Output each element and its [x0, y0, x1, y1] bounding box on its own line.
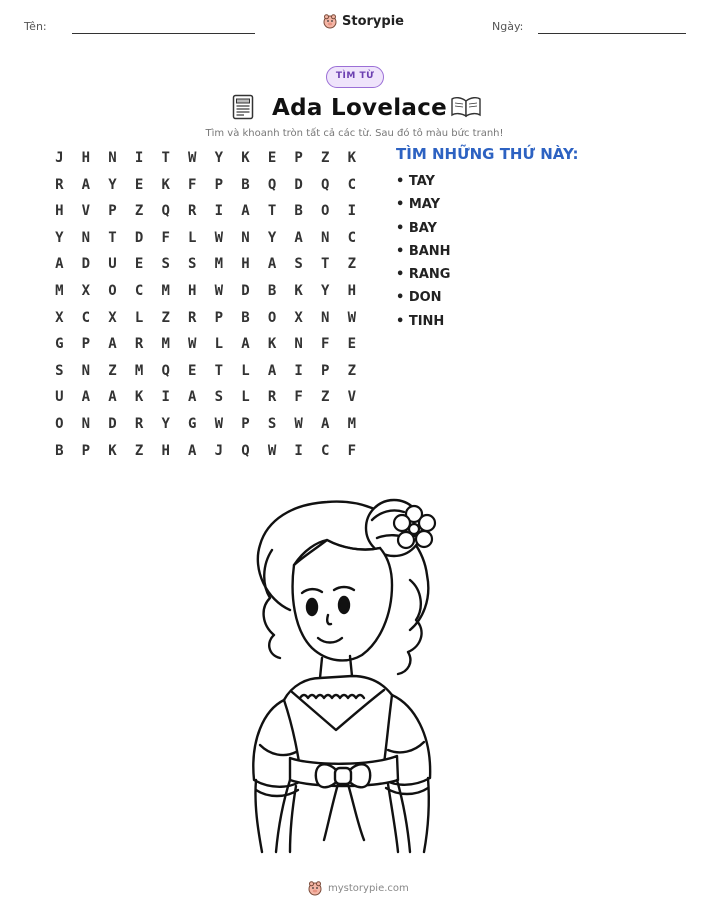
grid-cell[interactable]: M [347, 415, 357, 432]
grid-cell[interactable]: Q [241, 442, 250, 459]
grid-cell[interactable]: O [267, 309, 277, 326]
open-book-icon [450, 96, 482, 118]
grid-cell[interactable]: P [81, 442, 91, 459]
grid-cell[interactable]: P [241, 415, 250, 432]
grid-cell[interactable]: P [321, 362, 330, 379]
grid-cell[interactable]: L [188, 229, 197, 246]
grid-cell[interactable]: T [321, 256, 330, 273]
grid-cell[interactable]: N [321, 309, 330, 326]
grid-cell[interactable]: T [214, 362, 224, 379]
grid-cell[interactable]: Z [347, 362, 357, 379]
word-list [396, 170, 451, 333]
grid-cell[interactable]: C [347, 229, 357, 246]
grid-cell[interactable]: A [188, 389, 197, 406]
grid-cell[interactable]: L [241, 362, 250, 379]
grid-cell[interactable]: S [267, 415, 277, 432]
grid-cell[interactable]: Z [161, 309, 170, 326]
grid-cell[interactable]: M [161, 282, 170, 299]
grid-cell[interactable]: W [214, 282, 224, 299]
grid-cell[interactable]: Q [321, 176, 330, 193]
grid-cell[interactable]: B [241, 176, 250, 193]
grid-cell[interactable]: Y [321, 282, 330, 299]
grid-cell[interactable]: Y [55, 229, 64, 246]
grid-cell[interactable]: U [55, 389, 64, 406]
grid-cell[interactable]: A [321, 415, 330, 432]
grid-cell[interactable]: R [267, 389, 277, 406]
grid-cell[interactable]: Q [161, 203, 170, 220]
grid-cell[interactable]: S [188, 256, 197, 273]
grid-cell[interactable]: T [161, 150, 170, 166]
grid-cell[interactable]: V [347, 389, 357, 406]
page-title: Ada Lovelace [272, 95, 448, 121]
grid-cell[interactable]: K [161, 176, 170, 193]
grid-cell[interactable]: D [134, 229, 144, 246]
grid-row [46, 145, 365, 172]
grid-cell[interactable]: A [108, 336, 117, 353]
grid-cell[interactable]: R [134, 415, 144, 432]
document-icon [232, 94, 254, 120]
grid-cell[interactable]: C [134, 282, 144, 299]
grid-row [46, 225, 365, 252]
grid-cell[interactable]: A [81, 389, 91, 406]
grid-cell[interactable]: E [188, 362, 197, 379]
grid-cell[interactable]: R [188, 309, 197, 326]
grid-cell[interactable]: X [108, 309, 117, 326]
grid-cell[interactable]: W [214, 229, 224, 246]
grid-cell[interactable]: A [241, 203, 250, 220]
grid-cell[interactable]: L [134, 309, 144, 326]
footer-url[interactable]: mystorypie.com [328, 882, 409, 894]
grid-cell[interactable]: N [81, 362, 91, 379]
grid-cell[interactable]: R [134, 336, 144, 353]
grid-cell[interactable]: P [214, 309, 224, 326]
grid-cell[interactable]: X [55, 309, 64, 326]
grid-cell[interactable]: S [55, 362, 64, 379]
title-row [0, 92, 709, 124]
grid-cell[interactable]: M [161, 336, 170, 353]
grid-cell[interactable]: Q [161, 362, 170, 379]
grid-cell[interactable]: S [161, 256, 170, 273]
grid-cell[interactable]: U [108, 256, 117, 273]
grid-cell[interactable]: S [214, 389, 224, 406]
grid-cell[interactable]: I [161, 389, 170, 406]
grid-cell[interactable]: T [267, 203, 277, 220]
girl-coloring-illustration[interactable] [232, 490, 472, 855]
grid-row [46, 411, 365, 438]
grid-row [46, 305, 365, 332]
word-item: • BAY [396, 220, 437, 236]
grid-cell[interactable]: O [108, 282, 117, 299]
grid-cell[interactable]: Z [134, 442, 144, 459]
grid-cell[interactable]: H [55, 203, 64, 220]
grid-cell[interactable]: A [81, 176, 91, 193]
grid-cell[interactable]: Z [321, 150, 330, 166]
grid-cell[interactable]: A [294, 229, 303, 246]
grid-cell[interactable]: W [188, 336, 197, 353]
grid-cell[interactable]: D [81, 256, 91, 273]
grid-cell[interactable]: V [81, 203, 91, 220]
grid-cell[interactable]: A [55, 256, 64, 273]
name-label: Tên: [24, 20, 47, 33]
grid-cell[interactable]: D [294, 176, 303, 193]
grid-cell[interactable]: W [214, 415, 224, 432]
grid-cell[interactable]: N [81, 415, 91, 432]
grid-cell[interactable]: N [241, 229, 250, 246]
grid-cell[interactable]: W [188, 150, 197, 166]
grid-cell[interactable]: H [347, 282, 357, 299]
brand-logo [322, 13, 404, 29]
word-item: • BANH [396, 243, 451, 259]
grid-cell[interactable]: B [241, 309, 250, 326]
grid-cell[interactable]: M [55, 282, 64, 299]
grid-row [46, 331, 365, 358]
grid-cell[interactable]: A [267, 362, 277, 379]
word-item: • TINH [396, 313, 445, 329]
grid-row [46, 358, 365, 385]
grid-cell[interactable]: T [108, 229, 117, 246]
grid-cell[interactable]: L [214, 336, 224, 353]
grid-cell[interactable]: K [108, 442, 117, 459]
grid-cell[interactable]: E [347, 336, 357, 353]
grid-cell[interactable]: N [81, 229, 91, 246]
grid-cell[interactable]: E [134, 256, 144, 273]
grid-row [46, 278, 365, 305]
grid-cell[interactable]: M [214, 256, 224, 273]
grid-cell[interactable]: F [294, 389, 303, 406]
grid-cell[interactable]: I [134, 150, 144, 166]
grid-cell[interactable]: A [267, 256, 277, 273]
grid-cell[interactable]: J [214, 442, 224, 459]
grid-cell[interactable]: G [188, 415, 197, 432]
grid-cell[interactable]: I [294, 362, 303, 379]
grid-cell[interactable]: P [294, 150, 303, 166]
activity-badge: TÌM TỪ [326, 66, 384, 88]
grid-cell[interactable]: B [55, 442, 64, 459]
grid-cell[interactable]: R [55, 176, 64, 193]
grid-cell[interactable]: K [267, 336, 277, 353]
grid-cell[interactable]: Y [161, 415, 170, 432]
grid-cell[interactable]: P [214, 176, 224, 193]
instructions: Tìm và khoanh tròn tất cả các từ. Sau đó tô màu bức tranh! [205, 128, 504, 139]
grid-cell[interactable]: N [321, 229, 330, 246]
grid-cell[interactable]: K [294, 282, 303, 299]
grid-cell[interactable]: W [347, 309, 357, 326]
date-line[interactable] [538, 33, 686, 34]
grid-cell[interactable]: K [134, 389, 144, 406]
grid-cell[interactable]: Z [347, 256, 357, 273]
grid-row [46, 172, 365, 199]
name-line[interactable] [72, 33, 255, 34]
grid-cell[interactable]: C [321, 442, 330, 459]
grid-row [46, 384, 365, 411]
grid-cell[interactable]: P [81, 336, 91, 353]
grid-cell[interactable]: E [267, 150, 277, 166]
brand-name: Storypie [342, 13, 404, 29]
word-item: • DON [396, 290, 442, 306]
grid-cell[interactable]: O [55, 415, 64, 432]
grid-cell[interactable]: B [294, 203, 303, 220]
grid-cell[interactable]: X [294, 309, 303, 326]
word-item: • MAY [396, 197, 441, 213]
grid-cell[interactable]: I [214, 203, 224, 220]
grid-cell[interactable]: Z [321, 389, 330, 406]
grid-cell[interactable]: B [267, 282, 277, 299]
footer [307, 880, 409, 896]
grid-cell[interactable]: Q [267, 176, 277, 193]
grid-cell[interactable]: I [347, 203, 357, 220]
grid-cell[interactable]: I [294, 442, 303, 459]
grid-cell[interactable]: J [55, 150, 64, 166]
grid-row [46, 251, 365, 278]
grid-cell[interactable]: G [55, 336, 64, 353]
grid-cell[interactable]: H [81, 150, 91, 166]
word-item: • RANG [396, 267, 451, 283]
grid-cell[interactable]: N [108, 150, 117, 166]
grid-row [46, 198, 365, 225]
pig-icon [322, 13, 338, 29]
grid-cell[interactable]: F [161, 229, 170, 246]
grid-cell[interactable]: W [294, 415, 303, 432]
grid-cell[interactable]: D [241, 282, 250, 299]
grid-cell[interactable]: S [294, 256, 303, 273]
grid-cell[interactable]: F [347, 442, 357, 459]
grid-cell[interactable]: Z [108, 362, 117, 379]
grid-cell[interactable]: Y [267, 229, 277, 246]
grid-row [46, 438, 365, 465]
grid-cell[interactable]: L [241, 389, 250, 406]
grid-cell[interactable]: Z [134, 203, 144, 220]
grid-cell[interactable]: H [188, 282, 197, 299]
grid-cell[interactable]: Y [214, 150, 224, 166]
grid-cell[interactable]: P [108, 203, 117, 220]
grid-cell[interactable]: K [347, 150, 357, 166]
grid-cell[interactable]: W [267, 442, 277, 459]
grid-cell[interactable]: Y [108, 176, 117, 193]
grid-cell[interactable]: D [108, 415, 117, 432]
grid-cell[interactable]: M [134, 362, 144, 379]
grid-cell[interactable]: A [188, 442, 197, 459]
grid-cell[interactable]: H [161, 442, 170, 459]
grid-cell[interactable]: N [294, 336, 303, 353]
grid-cell[interactable]: R [188, 203, 197, 220]
grid-cell[interactable]: A [108, 389, 117, 406]
word-item: • TAY [396, 174, 435, 189]
grid-cell[interactable]: C [81, 309, 91, 326]
date-label: Ngày: [492, 20, 524, 33]
grid-cell[interactable]: O [321, 203, 330, 220]
grid-cell[interactable]: H [241, 256, 250, 273]
word-list-title: TÌM NHỮNG THỨ NÀY: [396, 145, 579, 163]
grid-cell[interactable]: K [241, 150, 250, 166]
word-search-grid [46, 145, 365, 464]
pig-icon [307, 880, 323, 896]
grid-cell[interactable]: C [347, 176, 357, 193]
grid-cell[interactable]: X [81, 282, 91, 299]
grid-cell[interactable]: A [241, 336, 250, 353]
grid-cell[interactable]: F [321, 336, 330, 353]
grid-cell[interactable]: E [134, 176, 144, 193]
grid-cell[interactable]: F [188, 176, 197, 193]
